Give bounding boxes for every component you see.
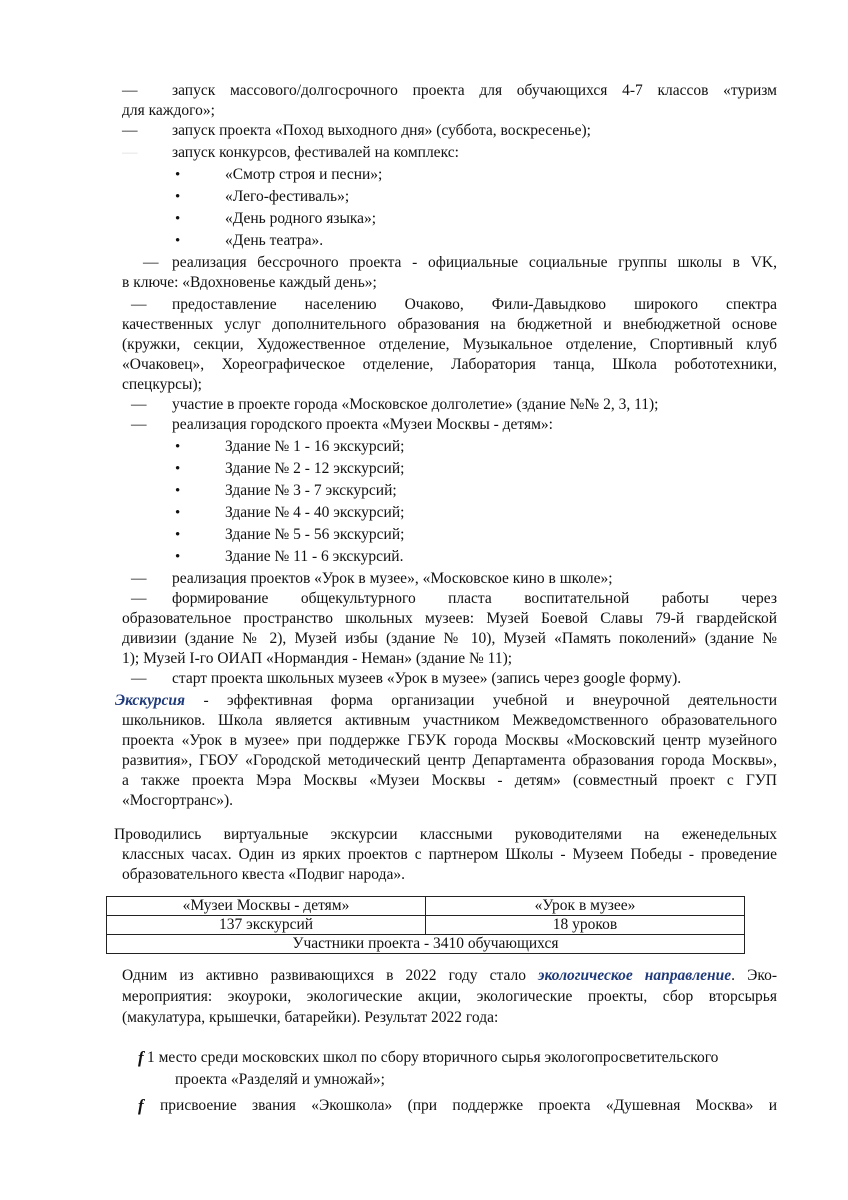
- table-row: [107, 897, 745, 916]
- bullet-icon: •: [175, 461, 181, 477]
- bullet-icon: •: [175, 527, 181, 543]
- bullet-icon: •: [175, 483, 181, 499]
- table-row: [107, 935, 745, 954]
- virtual-line: классных часах. Один из ярких проектов с партнером Школы - Музеем Победы - проведение: [122, 846, 777, 863]
- excursion-term: Экскурсия: [115, 692, 185, 709]
- list-item: запуск проекта «Поход выходного дня» (суббота, воскресенье);: [172, 122, 591, 139]
- list-dash: —: [122, 144, 138, 161]
- eco-line-pre: Одним из активно развивающихся в 2022 году стало: [122, 967, 539, 984]
- excursion-line: [115, 691, 777, 711]
- result-line: 1 место среди московских школ по сбору вторичного сырья экологопросветительского: [147, 1049, 719, 1066]
- virtual-line: образовательного квеста «Подвиг народа».: [122, 866, 405, 883]
- bullet-icon: •: [175, 549, 181, 565]
- culture-line: образовательное пространство школьных музеев: Музей Боевой Славы 79-й гвардейской: [122, 610, 777, 627]
- services-line: спецкурсы);: [122, 376, 202, 393]
- virtual-line: Проводились виртуальные экскурсии классными руководителями на еженедельных: [114, 826, 777, 843]
- list-item: реализация проектов «Урок в музее», «Московское кино в школе»;: [172, 570, 613, 587]
- list-item: старт проекта школьных музеев «Урок в музее» (запись через google форму).: [172, 670, 682, 687]
- excursion-line: школьников. Школа является активным участником Межведомственного образовательного: [122, 712, 777, 729]
- services-line: качественных услуг дополнительного образования на бюджетной и внебюджетной основе: [122, 316, 777, 333]
- festival-item: «День родного языка»;: [225, 210, 377, 227]
- vk-project-line: в ключе: «Вдохновенье каждый день»;: [122, 274, 377, 291]
- check-symbol-icon: f: [138, 1048, 144, 1067]
- list-item: реализация городского проекта «Музеи Москвы - детям»:: [172, 416, 553, 433]
- eco-line: (макулатура, крышечки, батарейки). Результат 2022 года:: [122, 1009, 499, 1026]
- result-line: проекта «Разделяй и умножай»;: [175, 1071, 385, 1088]
- culture-line: формирование общекультурного пласта воспитательной работы через: [172, 590, 777, 607]
- result-line: присвоение звания «Экошкола» (при поддержке проекта «Душевная Москва» и: [160, 1097, 777, 1114]
- bullet-icon: •: [175, 505, 181, 521]
- list-dash: —: [131, 296, 147, 313]
- bullet-icon: •: [175, 189, 181, 205]
- building-item: Здание № 11 - 6 экскурсий.: [225, 548, 404, 565]
- bullet-icon: •: [175, 167, 181, 183]
- bullet-icon: •: [175, 211, 181, 227]
- check-symbol-icon: f: [138, 1096, 144, 1115]
- festival-item: «Лего-фестиваль»;: [225, 188, 350, 205]
- list-dash: —: [122, 82, 138, 99]
- building-item: Здание № 2 - 12 экскурсий;: [225, 460, 405, 477]
- list-dash: —: [122, 122, 138, 139]
- excursion-line-rest: - эффективная форма организации учебной и внеурочной деятельности: [185, 692, 777, 709]
- list-dash: —: [131, 670, 147, 687]
- list-item-continuation: для каждого»;: [122, 102, 215, 119]
- excursion-line: развития», ГБОУ «Городской методический центр Департамента образования города Москвы»,: [122, 752, 777, 769]
- culture-line: 1); Музей I-го ОИАП «Нормандия - Неман» (здание № 11);: [122, 650, 513, 667]
- eco-line: [122, 966, 777, 986]
- festival-item: «День театра».: [225, 232, 324, 249]
- list-dash: —: [131, 396, 147, 413]
- services-line: предоставление населению Очаково, Фили-Давыдково широкого спектра: [172, 296, 777, 313]
- table-cell: 18 уроков: [426, 916, 745, 935]
- eco-line: мероприятия: экоуроки, экологические акции, экологические проекты, сбор вторсырья: [122, 988, 777, 1005]
- excursion-line: проекта «Урок в музее» при поддержке ГБУК города Москвы «Московский центр музейного: [122, 732, 777, 749]
- table-header-cell: «Музеи Москвы - детям»: [107, 897, 426, 916]
- list-dash: —: [131, 590, 147, 607]
- list-dash: —: [131, 570, 147, 587]
- bullet-icon: •: [175, 233, 181, 249]
- building-item: Здание № 4 - 40 экскурсий;: [225, 504, 405, 521]
- building-item: Здание № 1 - 16 экскурсий;: [225, 438, 405, 455]
- list-item: запуск конкурсов, фестивалей на комплекс:: [172, 144, 459, 161]
- services-line: «Очаковец», Хореографическое отделение, Лаборатория танца, Школа робототехники,: [122, 356, 777, 373]
- list-dash: —: [143, 254, 159, 271]
- excursion-line: «Мосгортранс»).: [122, 792, 233, 809]
- excursion-line: а также проекта Мэра Москвы «Музеи Москвы - детям» (совместный проект с ГУП: [122, 772, 777, 789]
- eco-line-post: . Эко-: [731, 967, 777, 984]
- vk-project-line: реализация бессрочного проекта - официальные социальные группы школы в VK,: [172, 254, 777, 271]
- building-item: Здание № 3 - 7 экскурсий;: [225, 482, 397, 499]
- table-cell: 137 экскурсий: [107, 916, 426, 935]
- eco-direction-term: экологическое направление: [538, 967, 732, 984]
- table-footer-cell: Участники проекта - 3410 обучающихся: [107, 935, 745, 954]
- results-table: [106, 896, 745, 954]
- table-row: [107, 916, 745, 935]
- culture-line: дивизии (здание № 2), Музей избы (здание № 10), Музей «Память поколений» (здание №: [122, 630, 777, 647]
- building-item: Здание № 5 - 56 экскурсий;: [225, 526, 405, 543]
- list-item: участие в проекте города «Московское долголетие» (здание №№ 2, 3, 11);: [172, 396, 659, 413]
- list-item: запуск массового/долгосрочного проекта для обучающихся 4-7 классов «туризм: [172, 82, 777, 99]
- festival-item: «Смотр строя и песни»;: [225, 166, 383, 183]
- table-header-cell: «Урок в музее»: [426, 897, 745, 916]
- list-dash: —: [131, 416, 147, 433]
- bullet-icon: •: [175, 439, 181, 455]
- services-line: (кружки, секции, Художественное отделение, Музыкальное отделение, Спортивный клуб: [122, 336, 777, 353]
